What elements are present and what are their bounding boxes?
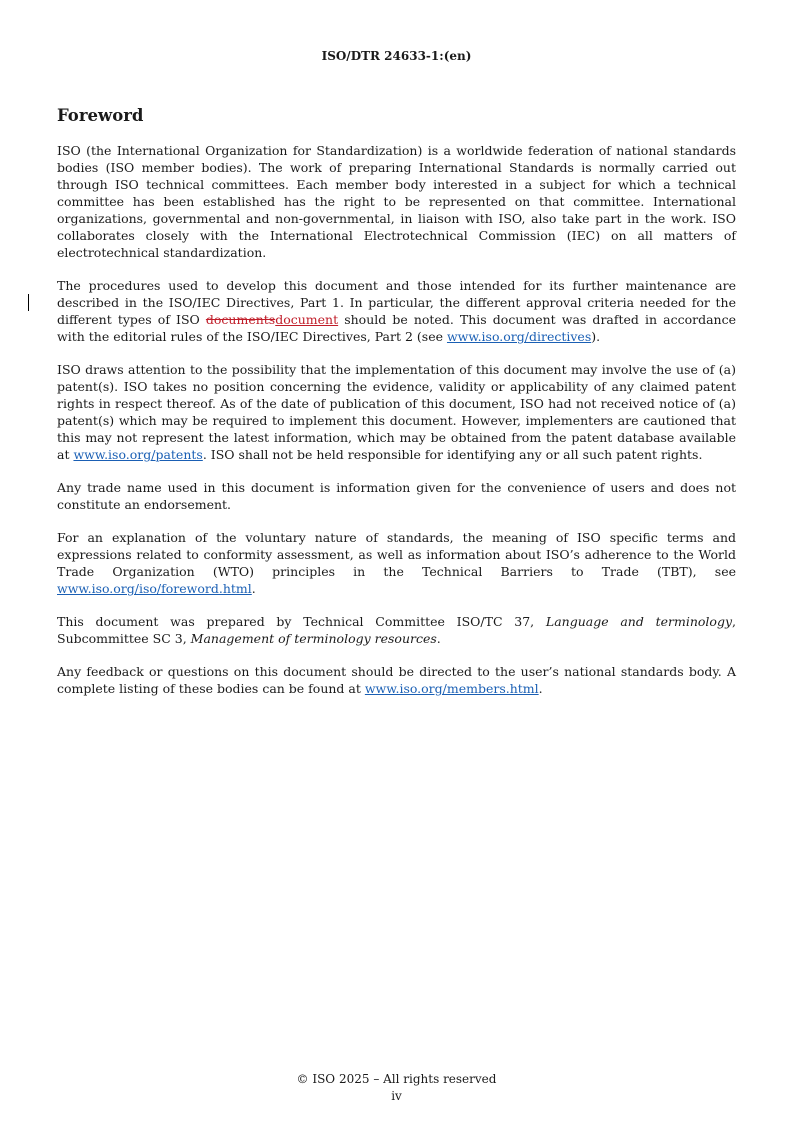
- copyright-notice: © ISO 2025 – All rights reserved: [296, 1072, 497, 1086]
- directives-link[interactable]: www.iso.org/directives: [446, 329, 592, 344]
- paragraph-procedures: [57, 277, 736, 345]
- paragraph-text: .: [251, 581, 256, 596]
- paragraph-text: This document was prepared by Technical Committee ISO/TC 37,: [57, 614, 546, 629]
- committee-title: Language and terminology: [545, 614, 733, 629]
- paragraph-text: Any feedback or questions on this document should be directed to the user’s national standards body. A complete listing of these bodies can be found at: [57, 664, 736, 696]
- deleted-text-revision: documents: [205, 312, 276, 327]
- paragraph-voluntary-nature: [57, 529, 736, 597]
- paragraph-text: ISO draws attention to the possibility that the implementation of this document may involve the use of (a) patent(s). ISO takes no position concerning the evidence, validity or applicability of any claimed patent rights in respect thereof. As of the date of publication of this document, ISO had not received notice of (a) patent(s) which may be required to implement this document. However, implementers are cautioned that this may not represent the latest information, which may be obtained from the patent database available at: [57, 362, 736, 462]
- paragraph-trade-name: Any trade name used in this document is information given for the convenience of users and does not constitute an endorsement.: [57, 480, 736, 512]
- paragraph-text: , Subcommittee SC 3,: [57, 614, 736, 646]
- paragraph-feedback: [57, 663, 736, 697]
- foreword-body: [57, 142, 736, 713]
- document-identifier: ISO/DTR 24633-1:(en): [321, 49, 472, 63]
- page-number: iv: [391, 1089, 402, 1103]
- inserted-text-revision: document: [275, 312, 339, 327]
- foreword-link[interactable]: www.iso.org/iso/foreword.html: [57, 581, 252, 596]
- section-title: Foreword: [57, 106, 144, 125]
- paragraph-text: For an explanation of the voluntary nature of standards, the meaning of ISO specific terms and expressions related to conformity assessment, as well as information about ISO’s adherence to the World Trade Organization (WTO) principles in the Technical Barriers to Trade (TBT), see: [57, 530, 736, 579]
- paragraph-text: The procedures used to develop this document and those intended for its further maintenance are described in the ISO/IEC Directives, Part 1. In particular, the different approval criteria needed for the different types of ISO: [57, 278, 736, 327]
- paragraph-patents: [57, 361, 736, 463]
- subcommittee-title: Management of terminology resources: [190, 631, 437, 646]
- paragraph-committee: [57, 613, 736, 647]
- paragraph-text: . ISO shall not be held responsible for identifying any or all such patent rights.: [202, 447, 703, 462]
- page-footer: [0, 1071, 793, 1105]
- paragraph-text: should be noted. This document was drafted in accordance with the editorial rules of the ISO/IEC Directives, Part 2 (see: [57, 312, 737, 344]
- paragraph-text: .: [436, 631, 441, 646]
- revision-change-bar: [28, 294, 29, 311]
- paragraph-text: .: [538, 681, 543, 696]
- paragraph-text: ).: [591, 329, 601, 344]
- patents-link[interactable]: www.iso.org/patents: [73, 447, 203, 462]
- paragraph-iso-federation: ISO (the International Organization for Standardization) is a worldwide federation of national standards bodies (ISO member bodies). The work of preparing International Standards is normally carried out through ISO technical committees. Each member body interested in a subject for which a technical committee has been established has the right to be represented on that committee. International organizations, governmental and non-governmental, in liaison with ISO, also take part in the work. ISO collaborates closely with the International Electrotechnical Commission (IEC) on all matters of electrotechnical standardization.: [57, 143, 736, 260]
- members-link[interactable]: www.iso.org/members.html: [364, 681, 539, 696]
